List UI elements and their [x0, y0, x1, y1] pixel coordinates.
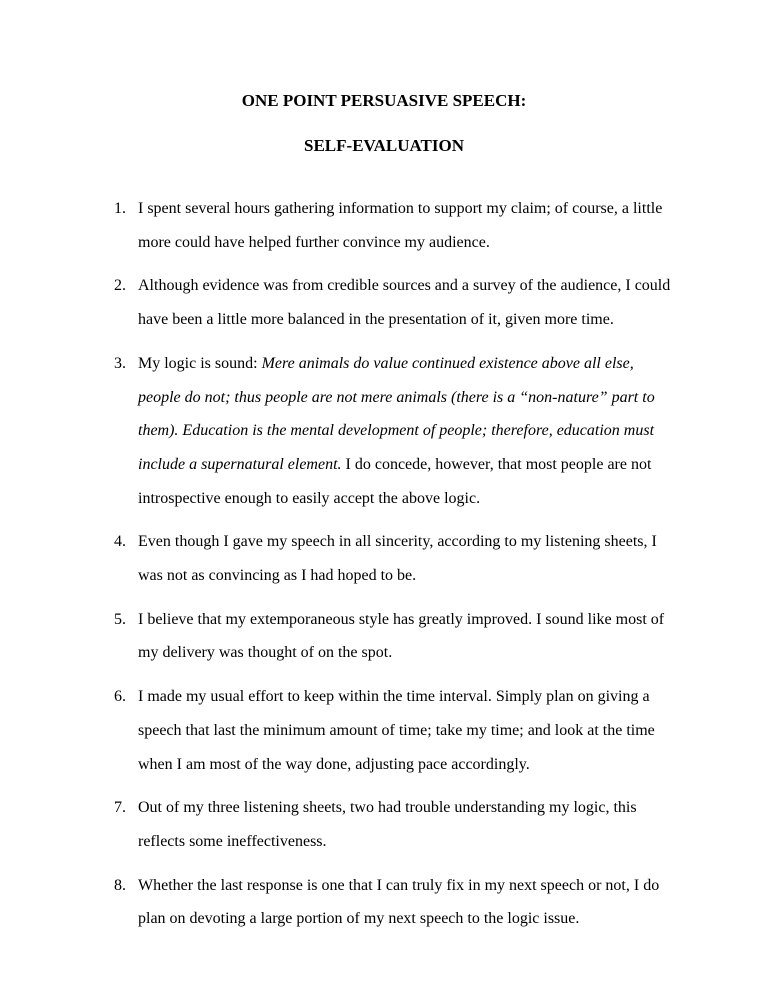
evaluation-list [114, 192, 674, 946]
item-text: I made my usual effort to keep within the time interval. Simply plan on giving a speech that last the minimum amount of time; take my time; and look at the time when I am most of the way done, adjusting pace accordingly. [138, 688, 655, 773]
item-text: I spent several hours gathering information to support my claim; of course, a little more could have helped further convince my audience. [138, 200, 663, 251]
list-item [114, 869, 674, 936]
item-number: 3. [114, 354, 126, 372]
list-item [114, 680, 674, 781]
document-subtitle: SELF-EVALUATION [304, 136, 464, 155]
item-text: Out of my three listening sheets, two had trouble understanding my logic, this reflects some ineffectiveness. [138, 799, 637, 850]
item-text: Whether the last response is one that I can truly fix in my next speech or not, I do plan on devoting a large portion of my next speech to the logic issue. [138, 876, 660, 928]
list-item [114, 791, 674, 858]
list-item [114, 603, 674, 670]
list-item [114, 347, 674, 516]
list-item [114, 525, 674, 592]
item-number: 6. [114, 688, 126, 706]
item-text: Even though I gave my speech in all sincerity, according to my listening sheets, I was not as convincing as I had hoped to be. [138, 533, 657, 585]
item-number: 4. [114, 533, 126, 551]
item-text-italic: Mere animals do value continued existence above all else, people do not; thus people are not mere animals (there is a “non-nature” part to them). Education is the mental development of people; therefore, education must include a supernatural element. [138, 354, 655, 473]
item-text: I believe that my extemporaneous style has greatly improved. I sound like most of my delivery was thought of on the spot. [138, 610, 665, 662]
list-item [114, 192, 674, 259]
document-title: ONE POINT PERSUASIVE SPEECH: [241, 91, 527, 110]
item-text [138, 355, 655, 507]
list-item [114, 269, 674, 336]
item-number: 5. [114, 610, 126, 628]
item-text-lead: My logic is sound: [138, 354, 262, 372]
item-text: Although evidence was from credible sources and a survey of the audience, I could have been a little more balanced in the presentation of it, given more time. [138, 277, 671, 329]
item-text-tail: I do concede, however, that most people are not introspective enough to easily accept the above logic. [138, 455, 652, 507]
item-number: 7. [114, 799, 126, 817]
item-number: 1. [114, 200, 126, 217]
item-number: 8. [114, 876, 126, 894]
item-number: 2. [114, 277, 126, 295]
